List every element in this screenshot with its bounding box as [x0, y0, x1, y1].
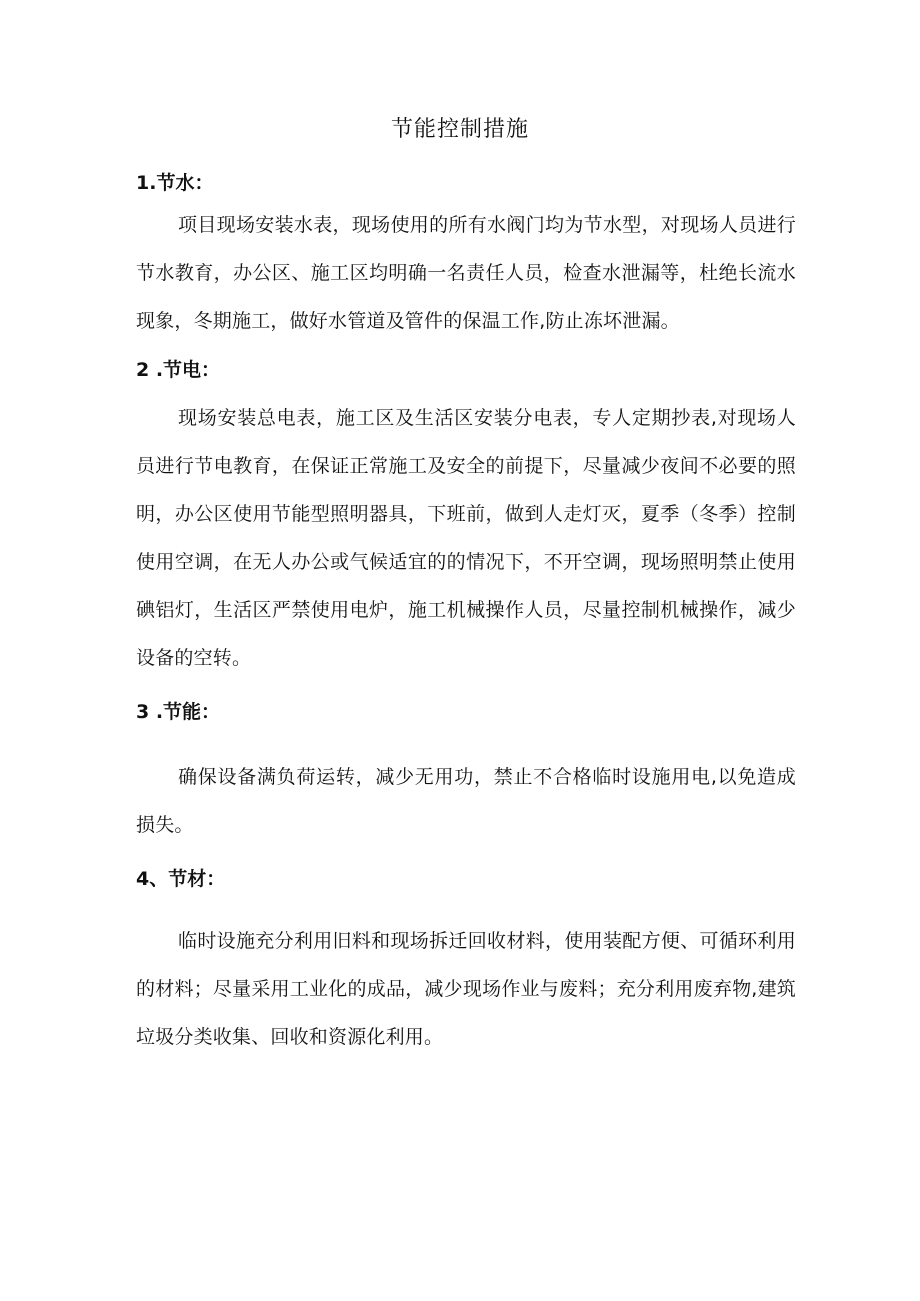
- section-body-water: 项目现场安装水表，现场使用的所有水阀门均为节水型，对现场人员进行节水教育，办公区、施工区均明确一名责任人员，检查水泄漏等，杜绝长流水现象，冬期施工，做好水管道及管件的保温工作,防止冻坏泄漏。: [136, 214, 796, 332]
- section-heading-water: 1.节水：: [136, 172, 214, 194]
- page-title: 节能控制措施: [390, 117, 529, 142]
- section-body-materials: 临时设施充分利用旧料和现场拆迁回收材料，使用装配方便、可循环利用的材料；尽量采用工业化的成品，减少现场作业与废料；充分利用废弃物,建筑垃圾分类收集、回收和资源化利用。: [136, 930, 796, 1048]
- section-heading-energy: 3 .节能：: [136, 701, 221, 723]
- section-body-energy: 确保设备满负荷运转，减少无用功，禁止不合格临时设施用电,以免造成损失。: [136, 766, 796, 836]
- section-heading-electricity: 2 .节电：: [136, 359, 221, 381]
- section-body-electricity: 现场安装总电表，施工区及生活区安装分电表，专人定期抄表,对现场人员进行节电教育，在保证正常施工及安全的前提下，尽量减少夜间不必要的照明，办公区使用节能型照明器具，下班前，做到人走灯灭，夏季（冬季）控制使用空调，在无人办公或气候适宜的的情况下，不开空调，现场照明禁止使用碘铝灯，生活区严禁使用电炉，施工机械操作人员，尽量控制机械操作，减少设备的空转。: [136, 407, 796, 669]
- section-heading-materials: 4、节材：: [136, 868, 226, 890]
